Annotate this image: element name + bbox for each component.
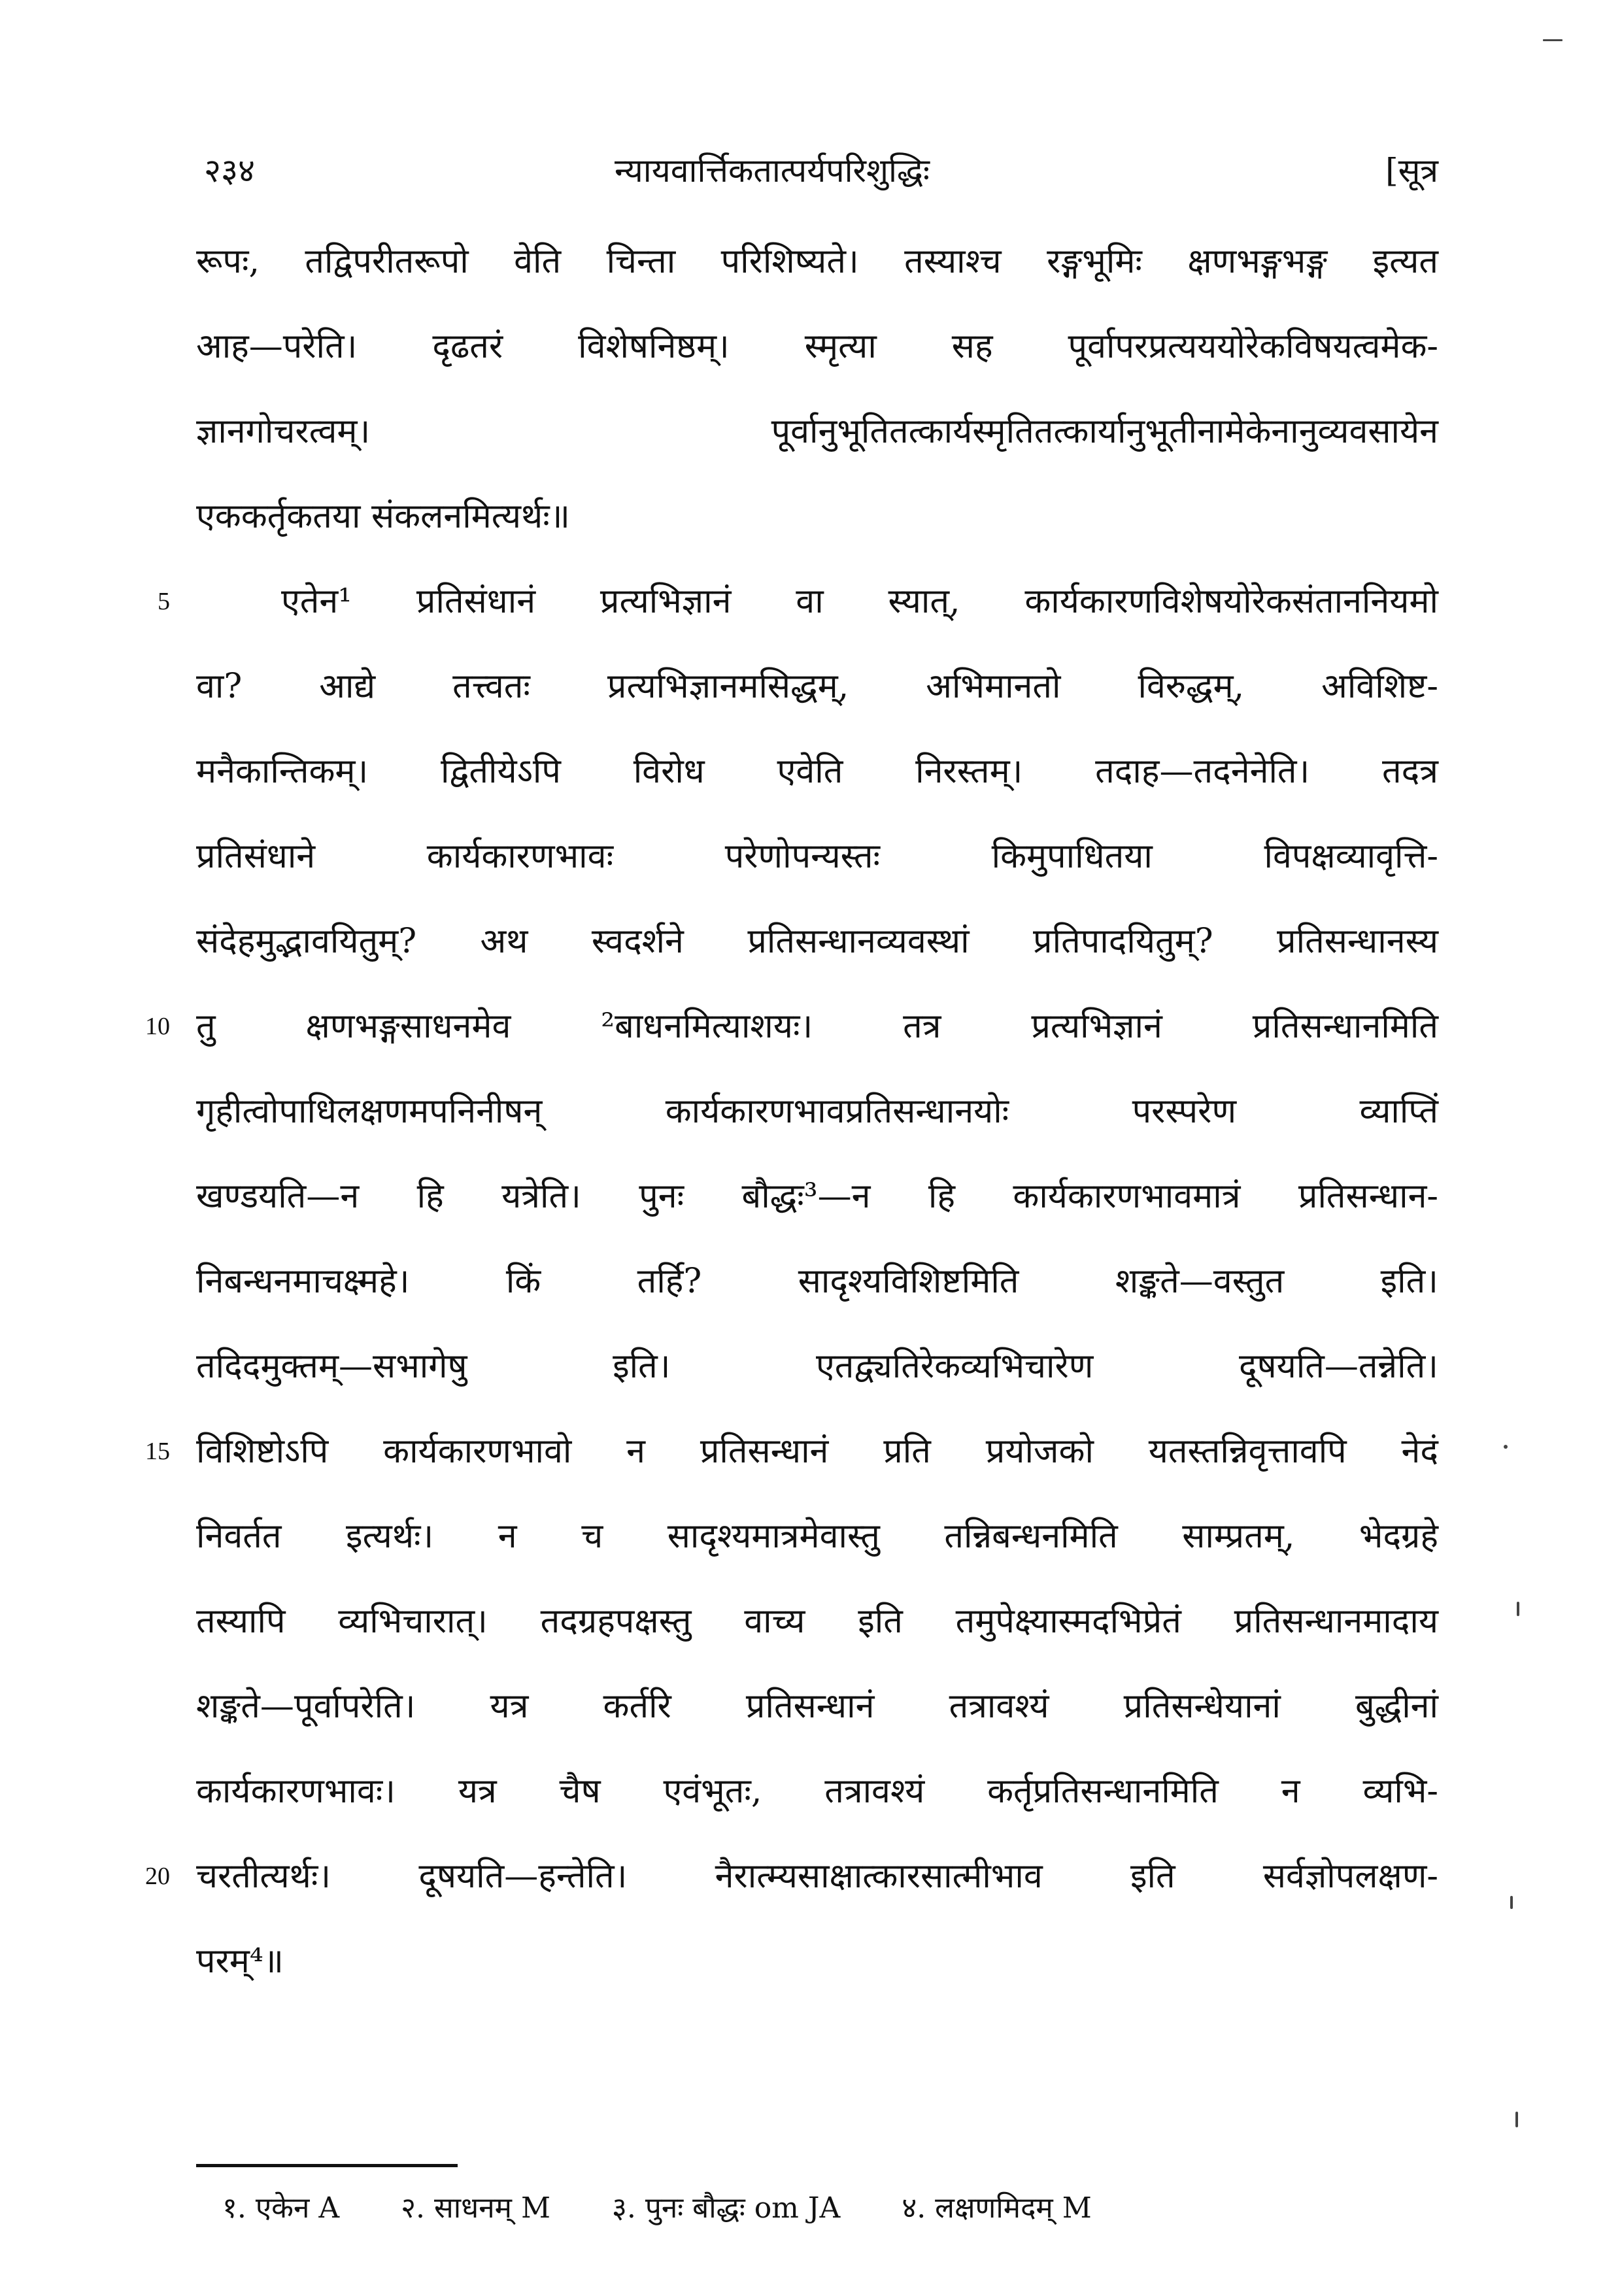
line-text: मनैकान्तिकम्। द्वितीयेऽपि विरोध एवेति निरस्तम्। तदाह—तदनेनेति। तदत्र: [196, 752, 1438, 791]
line-text: निबन्धनमाचक्ष्महे। किं तर्हि? सादृश्यविशिष्टमिति शङ्कते—वस्तुत इति।: [196, 1262, 1438, 1301]
line-text: विशिष्टोऽपि कार्यकारणभावो न प्रतिसन्धानं प्रति प्रयोजको यतस्तन्निवृत्तावपि नेदं: [196, 1432, 1438, 1471]
line-text: निवर्तत इत्यर्थः। न च सादृश्यमात्रमेवास्तु तन्निबन्धनमिति साम्प्रतम्, भेदग्रहे: [196, 1517, 1438, 1556]
text-line: [196, 389, 1438, 474]
line-text: वा? आद्ये तत्त्वतः प्रत्यभिज्ञानमसिद्धम्, अभिमानतो विरुद्धम्, अविशिष्ट-: [196, 667, 1438, 706]
text-line: [145, 1834, 1438, 1919]
text-line: [196, 729, 1438, 814]
page-header: [196, 147, 1438, 206]
line-text: शङ्कते—पूर्वापरेति। यत्र कर्तरि प्रतिसन्धानं तत्रावश्यं प्रतिसन्धेयानां बुद्धीनां: [196, 1687, 1438, 1726]
line-number: 5: [158, 588, 170, 615]
scan-speck: [1515, 2112, 1518, 2127]
line-text: संदेहमुद्भावयितुम्? अथ स्वदर्शने प्रतिसन्धानव्यवस्थां प्रतिपादयितुम्? प्रतिसन्धानस्य: [196, 922, 1438, 961]
text-line: [196, 1919, 1438, 2004]
footnote-2: २. साधनम् M: [401, 2191, 550, 2225]
text-line: [196, 644, 1438, 729]
text-line: [196, 219, 1438, 304]
scan-speck: [1510, 1896, 1513, 1909]
line-text: तु क्षणभङ्गसाधनमेव ²बाधनमित्याशयः। तत्र प्रत्यभिज्ञानं प्रतिसन्धानमिति: [196, 1007, 1438, 1046]
text-line: [196, 474, 1438, 559]
line-text: एतेन¹ प्रतिसंधानं प्रत्यभिज्ञानं वा स्यात्, कार्यकारणविशेषयोरेकसंताननियमो: [281, 582, 1438, 621]
section-label: [सूत्र: [1385, 152, 1438, 190]
footnote-1: १. एकेन A: [222, 2191, 340, 2225]
line-text: चरतीत्यर्थः। दूषयति—हन्तेति। नैरात्म्यसाक्षात्कारसात्मीभाव इति सर्वज्ञोपलक्षण-: [196, 1857, 1438, 1896]
text-line: [196, 1494, 1438, 1579]
line-text: कार्यकारणभावः। यत्र चैष एवंभूतः, तत्रावश्यं कर्तृप्रतिसन्धानमिति न व्यभि-: [196, 1772, 1438, 1811]
line-text: गृहीत्वोपाधिलक्षणमपनिनीषन् कार्यकारणभावप्रतिसन्धानयोः परस्परेण व्याप्तिं: [196, 1092, 1438, 1131]
line-number: 20: [145, 1863, 170, 1890]
text-line: [145, 1409, 1438, 1494]
text-line: [196, 1579, 1438, 1664]
scan-speck: [1504, 1445, 1508, 1449]
scan-speck: [1517, 1602, 1519, 1616]
text-line: [196, 1069, 1438, 1154]
running-title: न्यायवार्त्तिकतात्पर्यपरिशुद्धिः: [615, 152, 930, 190]
footnote-divider: [196, 2164, 458, 2167]
text-line: [196, 1664, 1438, 1749]
text-line: [196, 1324, 1438, 1409]
text-line: [196, 899, 1438, 984]
line-text: तस्यापि व्यभिचारात्। तदग्रहपक्षस्तु वाच्य इति तमुपेक्ष्यास्मदभिप्रेतं प्रतिसन्धानमादाय: [196, 1602, 1438, 1641]
line-number: 10: [145, 1013, 170, 1040]
line-text: खण्डयति—न हि यत्रेति। पुनः बौद्धः³—न हि कार्यकारणभावमात्रं प्रतिसन्धान-: [196, 1177, 1438, 1216]
text-line: [145, 984, 1438, 1069]
line-text: तदिदमुक्तम्—सभागेषु इति। एतद्व्यतिरेकव्यभिचारेण दूषयति—तन्नेति।: [196, 1347, 1438, 1386]
line-text: रूपः, तद्विपरीतरूपो वेति चिन्ता परिशिष्यते। तस्याश्च रङ्गभूमिः क्षणभङ्गभङ्ग इत्यत: [196, 242, 1438, 281]
text-line: [196, 1749, 1438, 1834]
line-text: ज्ञानगोचरत्वम्। पूर्वानुभूतितत्कार्यस्मृतितत्कार्यानुभूतीनामेकेनानुव्यवसायेन: [196, 412, 1438, 451]
line-text: परम्⁴॥: [196, 1942, 284, 1981]
page-number: २३४: [204, 152, 255, 190]
main-text: [145, 219, 1438, 2004]
text-line: [196, 814, 1438, 899]
text-line: [196, 304, 1438, 389]
line-text: एककर्तृकतया संकलनमित्यर्थः॥: [196, 497, 570, 536]
scan-speck: [1543, 39, 1563, 41]
text-line: [158, 559, 1438, 644]
line-text: आह—परेति। दृढतरं विशेषनिष्ठम्। स्मृत्या सह पूर्वापरप्रत्यययोरेकविषयत्वमेक-: [196, 327, 1438, 366]
line-number: 15: [145, 1438, 170, 1465]
footnote-4: ४. लक्षणमिदम् M: [902, 2191, 1092, 2225]
footnote-3: ३. पुनः बौद्धः om JA: [612, 2191, 841, 2225]
text-line: [196, 1154, 1438, 1239]
footnotes: [196, 2187, 1438, 2226]
text-line: [196, 1239, 1438, 1324]
line-text: प्रतिसंधाने कार्यकारणभावः परेणोपन्यस्तः किमुपाधितया विपक्षव्यावृत्ति-: [196, 837, 1438, 876]
